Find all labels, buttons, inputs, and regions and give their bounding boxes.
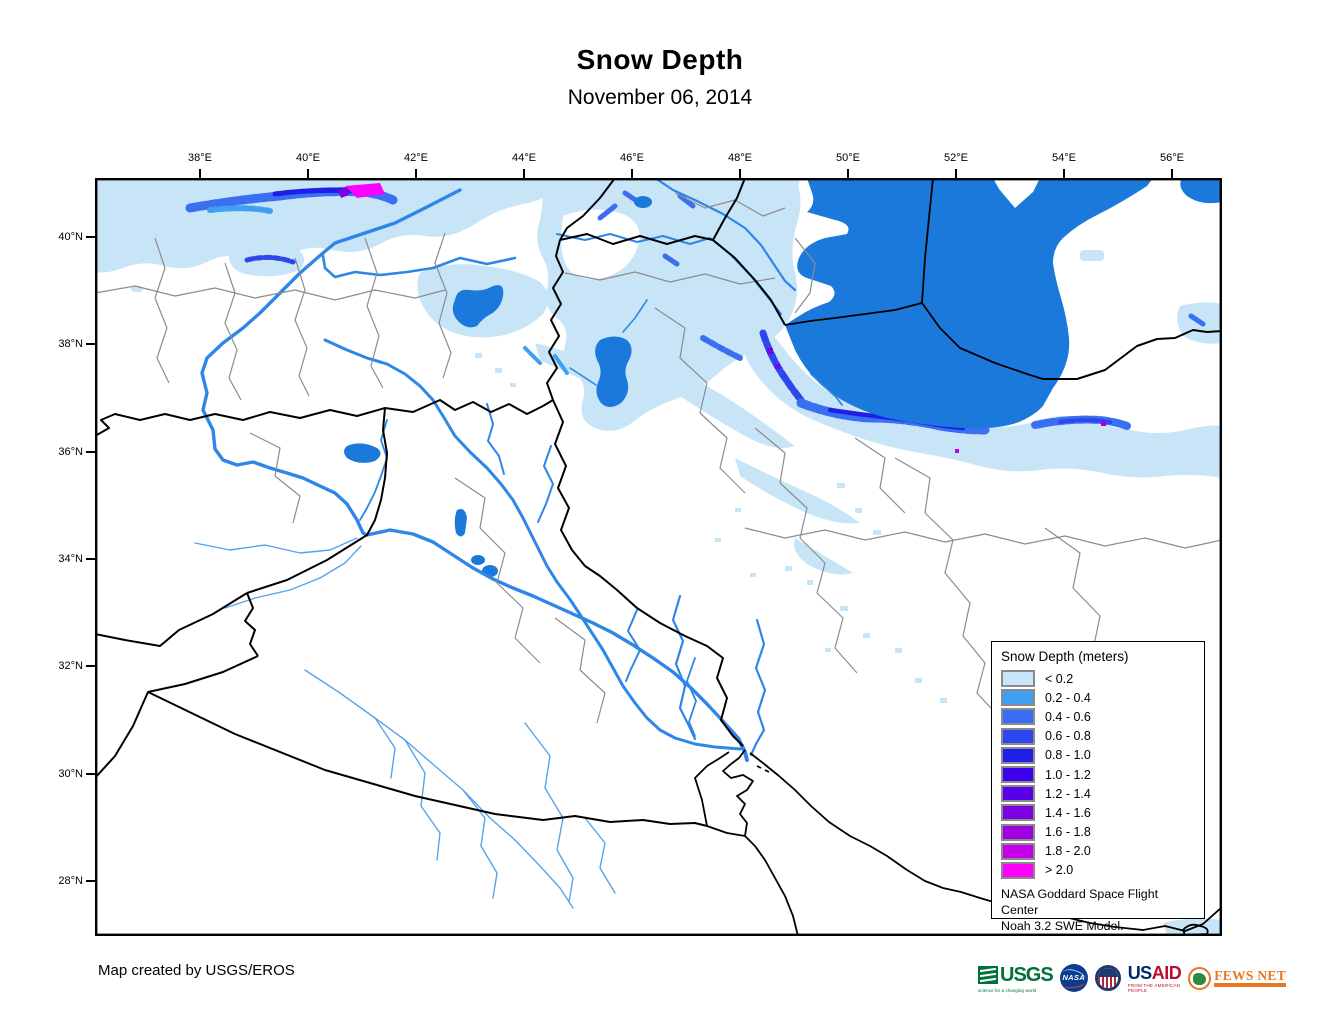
legend-swatch xyxy=(1001,843,1035,860)
x-tick-mark xyxy=(523,169,525,178)
x-tick-mark xyxy=(739,169,741,178)
legend-swatch xyxy=(1001,804,1035,821)
legend-swatch xyxy=(1001,728,1035,745)
legend-label: 1.6 - 1.8 xyxy=(1045,825,1091,840)
usaid-logo: USAID FROM THE AMERICAN PEOPLE xyxy=(1127,962,1182,993)
legend-note: NASA Goddard Space Flight Center Noah 3.2 SWE Model. xyxy=(1001,887,1159,934)
legend-label: 0.6 - 0.8 xyxy=(1045,729,1091,744)
legend-label: > 2.0 xyxy=(1045,863,1074,878)
y-tick-mark xyxy=(86,880,95,882)
lake-assad xyxy=(344,443,381,462)
legend-label: 1.4 - 1.6 xyxy=(1045,805,1091,820)
y-tick-mark xyxy=(86,451,95,453)
legend-label: < 0.2 xyxy=(1045,671,1074,686)
legend-swatch xyxy=(1001,862,1035,879)
legend-label: 1.2 - 1.4 xyxy=(1045,786,1091,801)
legend-title: Snow Depth (meters) xyxy=(1001,649,1129,664)
lake-sevan xyxy=(634,196,652,208)
legend-row xyxy=(1001,842,1196,861)
x-tick-label: 38°E xyxy=(188,152,212,164)
x-tick-mark xyxy=(847,169,849,178)
jordan-saudi-border xyxy=(95,656,258,778)
legend-row xyxy=(1001,669,1196,688)
jordan-iraq-border xyxy=(245,593,258,656)
legend-box xyxy=(991,641,1205,934)
nasa-logo: NASA xyxy=(1060,964,1088,992)
legend-swatch xyxy=(1001,708,1035,725)
syria-jordan-border xyxy=(95,593,247,646)
legend-row xyxy=(1001,803,1196,822)
tigris-river xyxy=(325,340,740,749)
x-tick-label: 56°E xyxy=(1160,152,1184,164)
x-tick-mark xyxy=(955,169,957,178)
y-tick-label: 40°N xyxy=(58,231,83,243)
y-tick-mark xyxy=(86,236,95,238)
x-tick-mark xyxy=(1063,169,1065,178)
page-title: Snow Depth xyxy=(576,44,744,75)
legend-label: 1.8 - 2.0 xyxy=(1045,844,1091,859)
map-credit: Map created by USGS/EROS xyxy=(98,962,295,979)
usgs-logo: USGS science for a changing world xyxy=(978,963,1053,993)
x-tick-label: 50°E xyxy=(836,152,860,164)
x-tick-label: 54°E xyxy=(1052,152,1076,164)
us-seal-logo xyxy=(1095,965,1121,991)
lake-habbaniyah xyxy=(471,555,485,565)
turkey-south-border xyxy=(95,400,553,436)
seal-stripes xyxy=(1098,977,1118,988)
x-tick-mark xyxy=(1171,169,1173,178)
y-tick-label: 34°N xyxy=(58,553,83,565)
x-tick-label: 48°E xyxy=(728,152,752,164)
x-tick-label: 40°E xyxy=(296,152,320,164)
legend-row xyxy=(1001,707,1196,726)
fews-net-logo: FEWS NET xyxy=(1188,967,1286,990)
map-frame xyxy=(58,152,1222,936)
x-tick-label: 52°E xyxy=(944,152,968,164)
legend-swatch xyxy=(1001,747,1035,764)
legend-row xyxy=(1001,861,1196,880)
legend-swatch xyxy=(1001,670,1035,687)
wadis xyxy=(195,538,615,908)
legend-label: 0.2 - 0.4 xyxy=(1045,690,1091,705)
legend-row xyxy=(1001,727,1196,746)
caspian-ne-bay xyxy=(1180,180,1222,203)
page-subtitle: November 06, 2014 xyxy=(567,86,753,109)
lake-tharthar xyxy=(455,509,467,537)
kuwait-borders xyxy=(695,752,745,836)
legend-label: 0.8 - 1.0 xyxy=(1045,748,1091,763)
y-tick-mark xyxy=(86,343,95,345)
y-tick-mark xyxy=(86,558,95,560)
x-tick-mark xyxy=(199,169,201,178)
gulf-west-coast xyxy=(723,750,798,936)
legend-label: 0.4 - 0.6 xyxy=(1045,709,1091,724)
legend-row xyxy=(1001,688,1196,707)
x-tick-mark xyxy=(631,169,633,178)
legend-swatch xyxy=(1001,689,1035,706)
y-tick-mark xyxy=(86,773,95,775)
usaid-tagline: FROM THE AMERICAN PEOPLE xyxy=(1127,982,1181,993)
seal-chief xyxy=(1098,968,1118,977)
usgs-waves-icon xyxy=(978,966,998,984)
footer-logos xyxy=(978,954,1286,1002)
great-zab xyxy=(487,404,504,474)
x-tick-mark xyxy=(307,169,309,178)
legend-row xyxy=(1001,784,1196,803)
y-tick-label: 38°N xyxy=(58,338,83,350)
y-tick-label: 32°N xyxy=(58,660,83,672)
legend-swatch xyxy=(1001,785,1035,802)
fews-globe-icon xyxy=(1188,967,1211,990)
y-tick-label: 30°N xyxy=(58,768,83,780)
usgs-tagline: science for a changing world xyxy=(978,987,1037,993)
little-zab xyxy=(538,446,553,522)
legend-swatch xyxy=(1001,766,1035,783)
x-tick-mark xyxy=(415,169,417,178)
karun-river xyxy=(751,620,765,755)
legend-row xyxy=(1001,765,1196,784)
caspian-sea xyxy=(785,178,1153,428)
iran-iraq-border xyxy=(553,400,743,746)
x-tick-label: 44°E xyxy=(512,152,536,164)
y-tick-label: 36°N xyxy=(58,446,83,458)
y-tick-label: 28°N xyxy=(58,875,83,887)
legend-row xyxy=(1001,823,1196,842)
legend-row xyxy=(1001,746,1196,765)
x-tick-label: 46°E xyxy=(620,152,644,164)
syria-iraq-border xyxy=(247,408,387,593)
y-tick-mark xyxy=(86,665,95,667)
legend-swatch xyxy=(1001,824,1035,841)
x-tick-label: 42°E xyxy=(404,152,428,164)
legend-label: 1.0 - 1.2 xyxy=(1045,767,1091,782)
legend-entries xyxy=(1001,669,1196,880)
fews-underline-bar xyxy=(1214,983,1286,987)
